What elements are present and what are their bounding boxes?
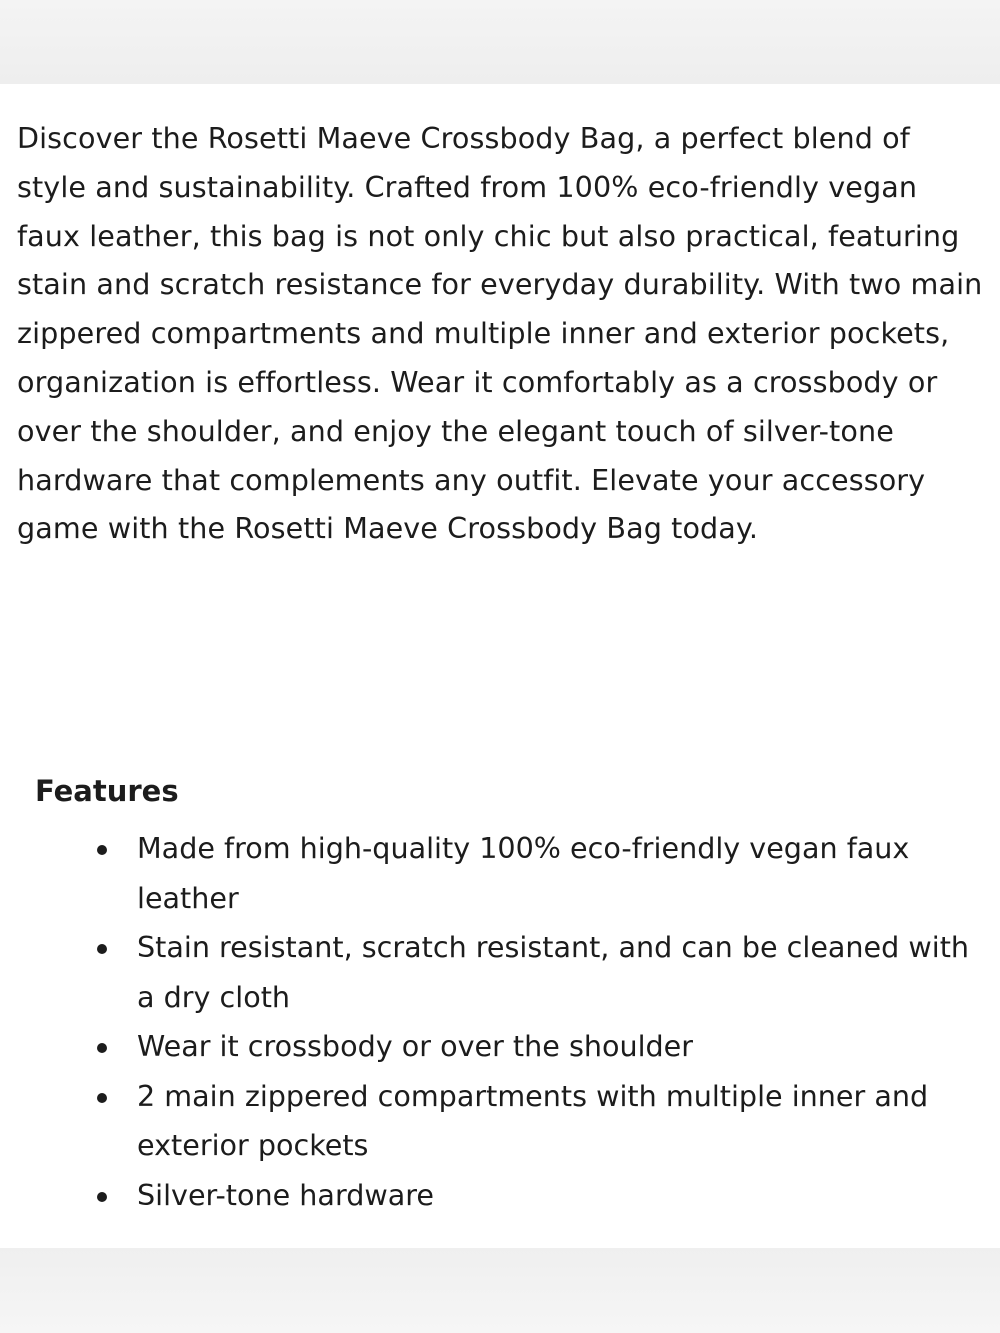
product-details-section (0, 84, 1000, 1248)
bullet-icon (97, 845, 107, 855)
feature-item (97, 824, 977, 923)
feature-item (97, 1171, 977, 1221)
bullet-icon (97, 944, 107, 954)
features-list (97, 824, 977, 1220)
product-description: Discover the Rosetti Maeve Crossbody Bag, a perfect blend of style and sustainability. Crafted from 100% eco-friendly vegan faux leather, this bag is not only chic but also practical, featuring stain and scratch resistance for everyday durability. With two main zippered compartments and multiple inner and exterior pockets, organization is effortless. Wear it comfortably as a crossbody or over the shoulder, and enjoy the elegant touch of silver-tone hardware that complements any outfit. Elevate your accessory game with the Rosetti Maeve Crossbody Bag today. (17, 121, 983, 546)
feature-item (97, 923, 977, 1022)
feature-text: 2 main zippered compartments with multiple inner and exterior pockets (137, 1078, 929, 1162)
feature-text: Silver-tone hardware (137, 1177, 434, 1212)
feature-text: Stain resistant, scratch resistant, and can be cleaned with a dry cloth (137, 930, 970, 1014)
feature-text: Made from high-quality 100% eco-friendly vegan faux leather (137, 831, 910, 915)
bullet-icon (97, 1093, 107, 1103)
feature-text: Wear it crossbody or over the shoulder (137, 1029, 694, 1063)
feature-item (97, 1022, 977, 1072)
bullet-icon (97, 1192, 107, 1202)
bullet-icon (97, 1043, 107, 1053)
feature-item (97, 1072, 977, 1171)
features-heading: Features (35, 774, 179, 808)
